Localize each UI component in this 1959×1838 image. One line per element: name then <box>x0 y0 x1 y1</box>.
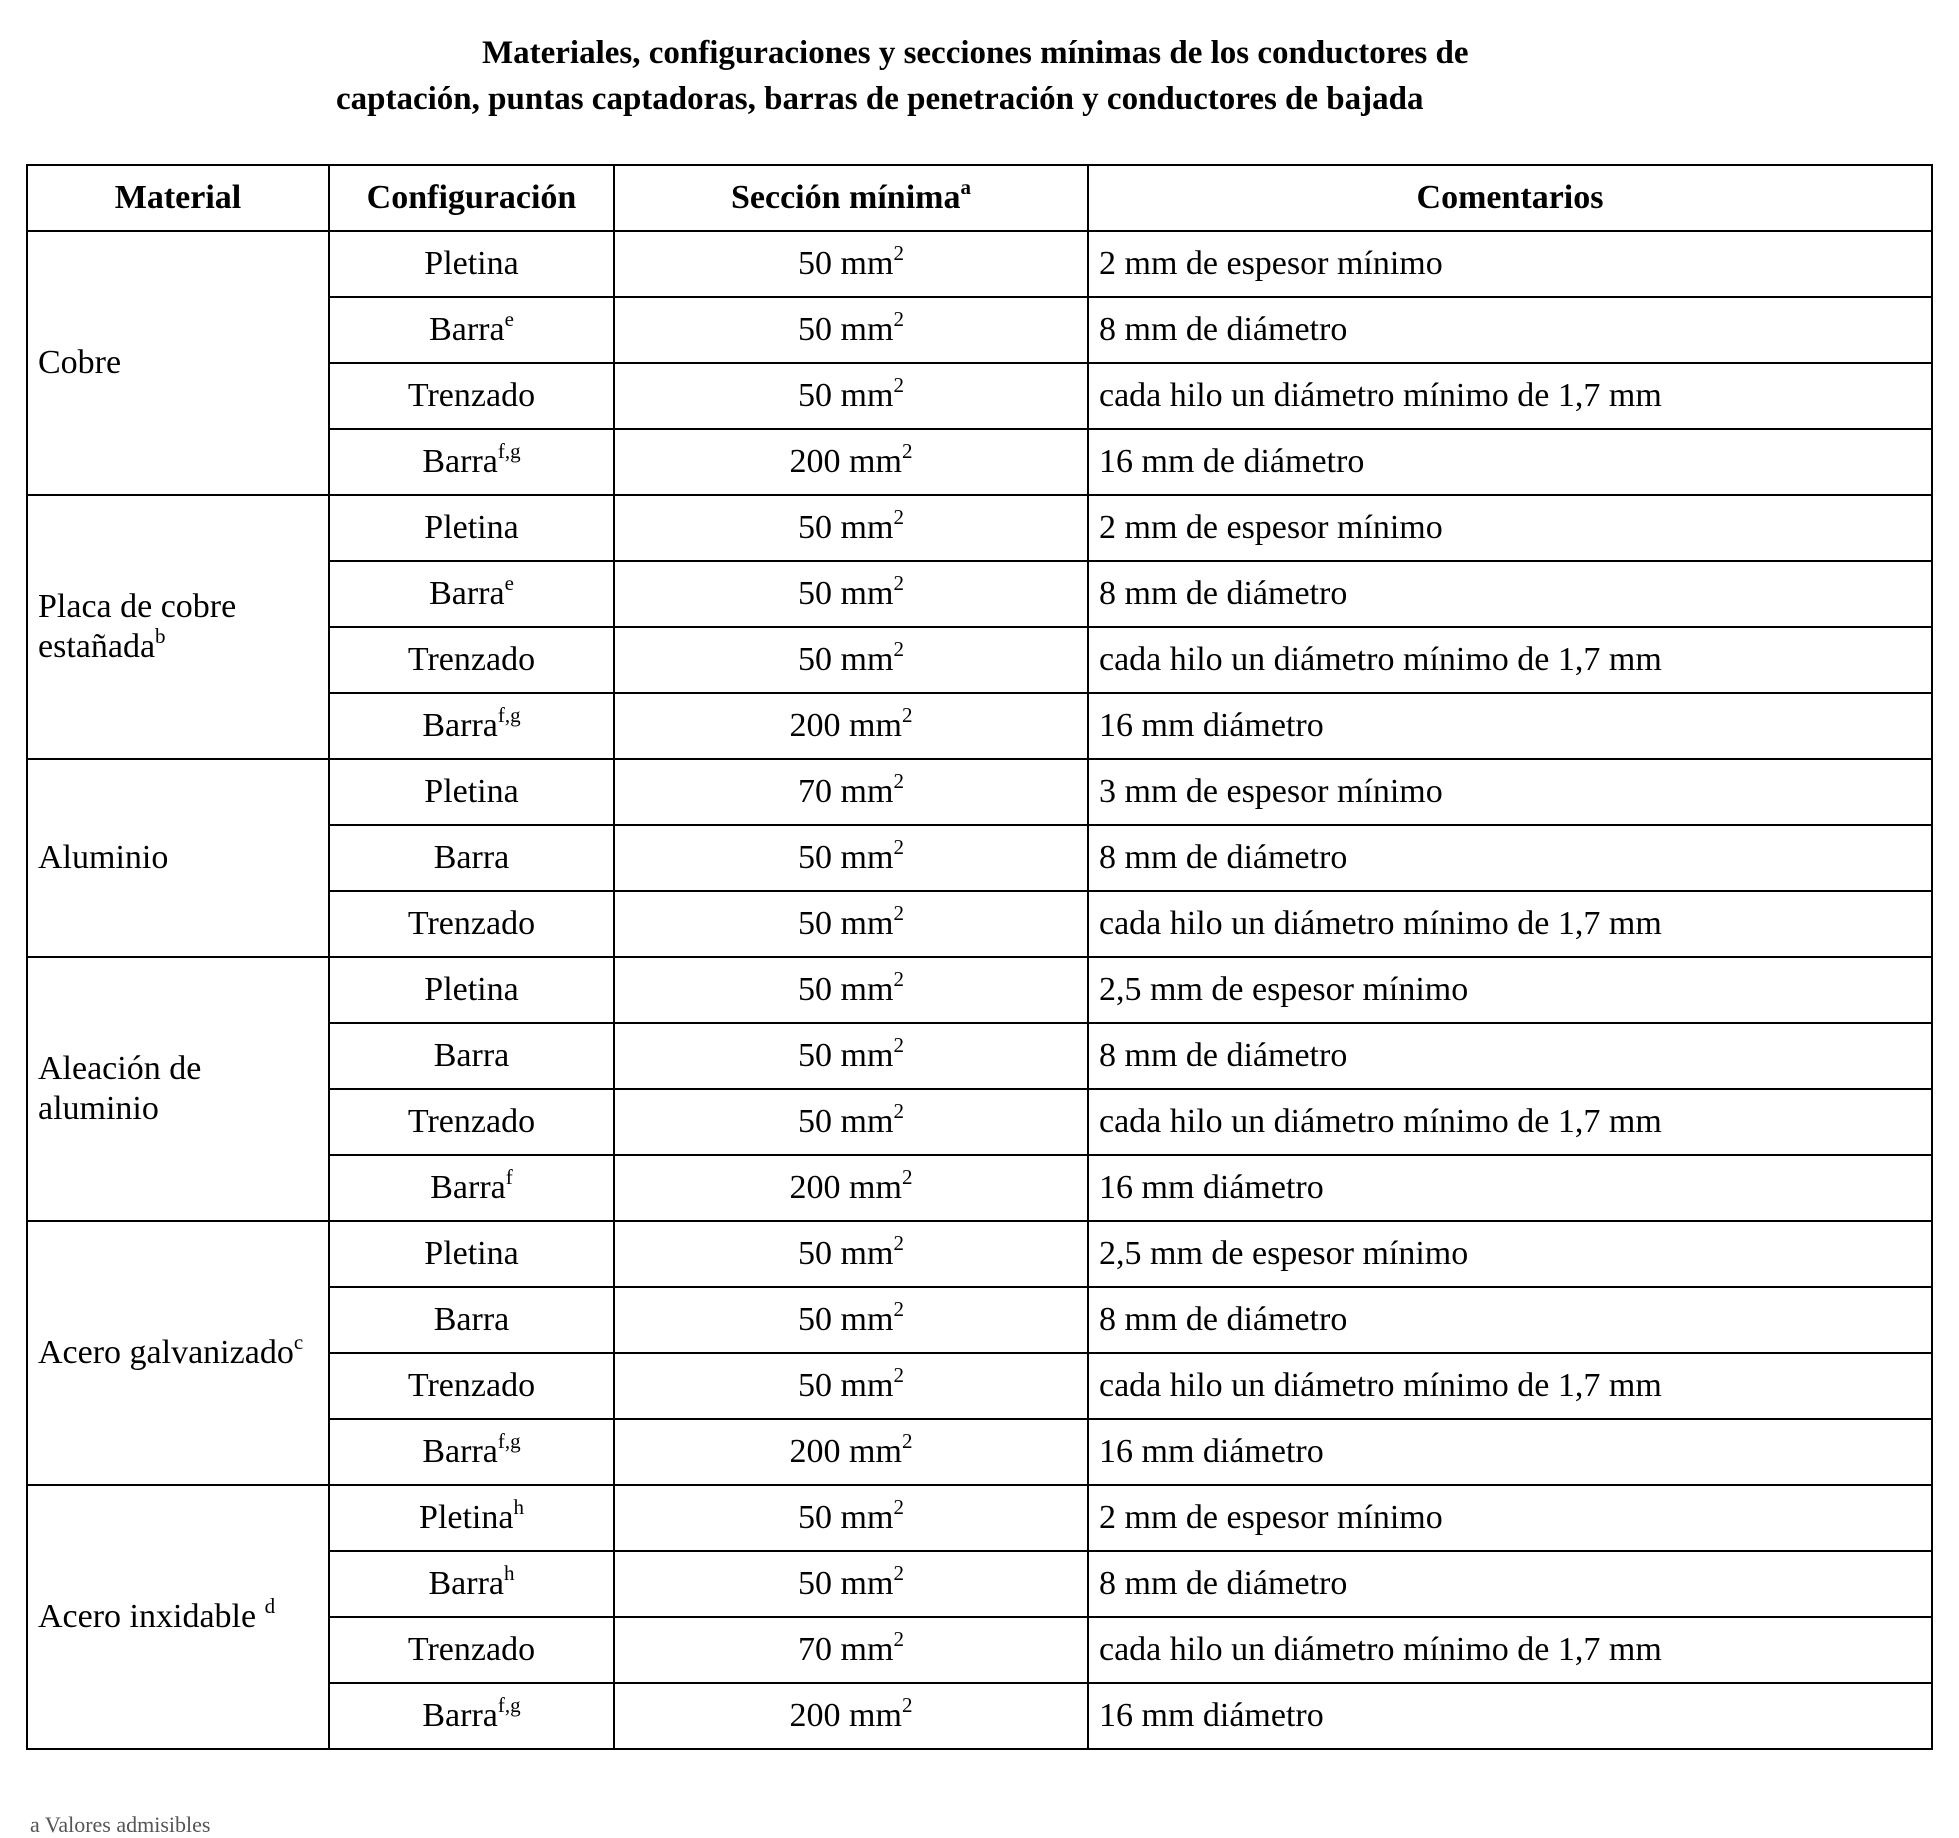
section-value: 50 <box>798 1565 833 1602</box>
config-name: Barra <box>422 1433 498 1470</box>
config-footnote: f,g <box>497 1429 521 1453</box>
config-cell <box>329 1089 614 1155</box>
config-name: Barra <box>422 1697 498 1734</box>
section-cell <box>614 1617 1088 1683</box>
config-footnote: f,g <box>497 703 521 727</box>
comment-cell: 8 mm de diámetro <box>1088 561 1932 627</box>
section-unit: mm <box>840 1301 894 1338</box>
table-row <box>27 1485 1932 1551</box>
section-cell <box>614 627 1088 693</box>
section-cell <box>614 1023 1088 1089</box>
section-unit-exponent: 2 <box>893 1033 904 1057</box>
section-cell <box>614 495 1088 561</box>
header-seccion <box>614 165 1088 231</box>
config-cell <box>329 1683 614 1749</box>
config-name: Barra <box>429 311 505 348</box>
comment-cell: 8 mm de diámetro <box>1088 1551 1932 1617</box>
table-row <box>27 231 1932 297</box>
section-value: 50 <box>798 971 833 1008</box>
config-footnote: h <box>504 1561 515 1585</box>
table-row <box>27 1221 1932 1287</box>
header-seccion-label: Sección mínima <box>731 179 961 216</box>
table-row <box>27 495 1932 561</box>
comment-cell: cada hilo un diámetro mínimo de 1,7 mm <box>1088 1353 1932 1419</box>
config-name: Trenzado <box>407 1103 536 1140</box>
section-unit: mm <box>840 1367 894 1404</box>
section-cell <box>614 561 1088 627</box>
section-value: 50 <box>798 1235 833 1272</box>
section-unit: mm <box>849 1697 902 1734</box>
config-name: Barra <box>422 443 498 480</box>
material-footnote: c <box>293 1330 304 1354</box>
comment-cell: 2 mm de espesor mínimo <box>1088 495 1932 561</box>
config-cell <box>329 891 614 957</box>
comment-cell: cada hilo un diámetro mínimo de 1,7 mm <box>1088 627 1932 693</box>
config-name: Trenzado <box>407 905 536 942</box>
section-unit-exponent: 2 <box>901 703 913 727</box>
section-unit-exponent: 2 <box>901 1693 913 1717</box>
section-unit: mm <box>840 1235 894 1272</box>
header-seccion-footnote: a <box>960 175 971 199</box>
section-value: 50 <box>798 1037 833 1074</box>
material-name: Cobre <box>38 344 122 381</box>
section-value: 50 <box>798 575 833 612</box>
material-cell <box>27 1485 329 1749</box>
section-value: 50 <box>798 509 833 546</box>
config-cell <box>329 1023 614 1089</box>
section-unit: mm <box>840 1631 894 1668</box>
config-cell <box>329 1155 614 1221</box>
comment-cell: 8 mm de diámetro <box>1088 297 1932 363</box>
comment-cell: 8 mm de diámetro <box>1088 1023 1932 1089</box>
config-cell <box>329 1551 614 1617</box>
config-cell <box>329 825 614 891</box>
config-footnote: e <box>504 307 514 331</box>
header-comentarios: Comentarios <box>1088 165 1932 231</box>
config-name: Trenzado <box>407 377 536 414</box>
section-cell <box>614 297 1088 363</box>
material-name: Aleación de aluminio <box>38 1050 202 1127</box>
config-name: Barra <box>433 1301 510 1338</box>
comment-cell: 16 mm diámetro <box>1088 693 1932 759</box>
comment-cell: cada hilo un diámetro mínimo de 1,7 mm <box>1088 1089 1932 1155</box>
section-unit: mm <box>840 575 894 612</box>
config-name: Barra <box>428 1565 504 1602</box>
section-value: 50 <box>798 1103 833 1140</box>
config-footnote: f,g <box>497 1693 521 1717</box>
comment-cell: 2,5 mm de espesor mínimo <box>1088 1221 1932 1287</box>
table-body <box>27 231 1932 1749</box>
section-unit-exponent: 2 <box>893 1099 904 1123</box>
section-unit-exponent: 2 <box>893 835 904 859</box>
section-unit-exponent: 2 <box>893 769 904 793</box>
section-unit-exponent: 2 <box>893 1627 904 1651</box>
section-cell <box>614 1089 1088 1155</box>
section-value: 70 <box>798 773 833 810</box>
material-name: Acero galvanizado <box>38 1334 294 1371</box>
section-unit-exponent: 2 <box>893 901 904 925</box>
section-unit-exponent: 2 <box>893 1363 904 1387</box>
section-cell <box>614 693 1088 759</box>
config-name: Pletina <box>424 1235 519 1272</box>
section-unit: mm <box>840 641 894 678</box>
section-cell <box>614 1221 1088 1287</box>
section-unit-exponent: 2 <box>901 1429 913 1453</box>
section-unit: mm <box>840 971 894 1008</box>
config-name: Trenzado <box>407 1631 536 1668</box>
conductors-table <box>26 164 1933 1750</box>
section-cell <box>614 1419 1088 1485</box>
section-value: 50 <box>798 1367 833 1404</box>
section-unit-exponent: 2 <box>893 1297 904 1321</box>
config-name: Barra <box>422 707 498 744</box>
config-name: Barra <box>433 1037 510 1074</box>
config-name: Pletina <box>424 773 519 810</box>
config-cell <box>329 1221 614 1287</box>
config-cell <box>329 1287 614 1353</box>
section-unit-exponent: 2 <box>893 1561 904 1585</box>
config-cell <box>329 957 614 1023</box>
config-name: Trenzado <box>407 641 536 678</box>
section-unit: mm <box>840 377 894 414</box>
section-unit-exponent: 2 <box>893 637 904 661</box>
config-cell <box>329 231 614 297</box>
section-value: 200 <box>789 707 841 744</box>
config-footnote: h <box>513 1495 524 1519</box>
comment-cell: 2,5 mm de espesor mínimo <box>1088 957 1932 1023</box>
title-line-1: Materiales, configuraciones y secciones mínimas de los conductores de <box>482 35 1469 71</box>
section-value: 200 <box>789 1433 841 1470</box>
config-name: Barra <box>433 839 510 876</box>
section-unit: mm <box>849 443 902 480</box>
table-row <box>27 759 1932 825</box>
section-unit: mm <box>840 773 894 810</box>
material-name: Aluminio <box>38 839 169 876</box>
section-unit-exponent: 2 <box>893 1231 904 1255</box>
material-cell <box>27 1221 329 1485</box>
config-footnote: f,g <box>497 439 521 463</box>
section-unit: mm <box>840 1565 894 1602</box>
section-unit: mm <box>849 707 902 744</box>
section-cell <box>614 429 1088 495</box>
config-cell <box>329 297 614 363</box>
config-name: Pletina <box>424 245 519 282</box>
section-cell <box>614 1353 1088 1419</box>
comment-cell: cada hilo un diámetro mínimo de 1,7 mm <box>1088 1617 1932 1683</box>
section-value: 70 <box>798 1631 833 1668</box>
config-cell <box>329 429 614 495</box>
material-cell <box>27 495 329 759</box>
header-material: Material <box>27 165 329 231</box>
section-unit: mm <box>840 1499 894 1536</box>
section-value: 50 <box>798 641 833 678</box>
material-name: Acero inxidable <box>38 1598 265 1635</box>
material-name: Placa de cobre estañada <box>38 588 237 665</box>
config-cell <box>329 693 614 759</box>
section-value: 50 <box>798 245 833 282</box>
config-cell <box>329 1617 614 1683</box>
config-cell <box>329 495 614 561</box>
config-footnote: f <box>505 1165 513 1189</box>
config-name: Barra <box>430 1169 506 1206</box>
comment-cell: cada hilo un diámetro mínimo de 1,7 mm <box>1088 363 1932 429</box>
section-cell <box>614 1155 1088 1221</box>
config-cell <box>329 561 614 627</box>
config-cell <box>329 363 614 429</box>
config-name: Pletina <box>424 509 519 546</box>
section-unit: mm <box>849 1169 902 1206</box>
config-name: Barra <box>429 575 505 612</box>
config-cell <box>329 1419 614 1485</box>
section-cell <box>614 1485 1088 1551</box>
section-unit-exponent: 2 <box>901 1165 913 1189</box>
comment-cell: 16 mm diámetro <box>1088 1155 1932 1221</box>
section-value: 50 <box>798 1499 833 1536</box>
config-name: Trenzado <box>407 1367 536 1404</box>
section-cell <box>614 363 1088 429</box>
section-cell <box>614 1287 1088 1353</box>
section-unit-exponent: 2 <box>893 967 904 991</box>
section-unit-exponent: 2 <box>901 439 913 463</box>
header-configuracion: Configuración <box>329 165 614 231</box>
material-cell <box>27 231 329 495</box>
comment-cell: 2 mm de espesor mínimo <box>1088 231 1932 297</box>
material-cell <box>27 957 329 1221</box>
section-unit-exponent: 2 <box>893 1495 904 1519</box>
table-row <box>27 957 1932 1023</box>
section-unit-exponent: 2 <box>893 241 904 265</box>
section-value: 50 <box>798 839 833 876</box>
config-name: Pletina <box>424 971 519 1008</box>
section-unit: mm <box>840 509 894 546</box>
section-cell <box>614 825 1088 891</box>
footnote: a Valores admisibles <box>30 1812 211 1837</box>
section-value: 50 <box>798 1301 833 1338</box>
section-unit: mm <box>849 1433 902 1470</box>
comment-cell: 8 mm de diámetro <box>1088 1287 1932 1353</box>
section-value: 200 <box>789 1169 841 1206</box>
section-value: 200 <box>789 443 841 480</box>
section-value: 200 <box>789 1697 841 1734</box>
section-unit-exponent: 2 <box>893 307 904 331</box>
section-unit-exponent: 2 <box>893 505 904 529</box>
section-unit: mm <box>840 905 894 942</box>
section-unit-exponent: 2 <box>893 571 904 595</box>
config-name: Pletina <box>419 1499 514 1536</box>
section-value: 50 <box>798 311 833 348</box>
comment-cell: 16 mm diámetro <box>1088 1419 1932 1485</box>
section-value: 50 <box>798 905 833 942</box>
material-footnote: d <box>264 1594 276 1618</box>
config-cell <box>329 1353 614 1419</box>
section-unit: mm <box>840 1103 894 1140</box>
section-unit: mm <box>840 311 894 348</box>
config-cell <box>329 759 614 825</box>
comment-cell: 16 mm diámetro <box>1088 1683 1932 1749</box>
comment-cell: 2 mm de espesor mínimo <box>1088 1485 1932 1551</box>
section-cell <box>614 231 1088 297</box>
section-cell <box>614 1551 1088 1617</box>
comment-cell: 3 mm de espesor mínimo <box>1088 759 1932 825</box>
material-footnote: b <box>155 624 166 648</box>
material-cell <box>27 759 329 957</box>
comment-cell: 16 mm de diámetro <box>1088 429 1932 495</box>
comment-cell: cada hilo un diámetro mínimo de 1,7 mm <box>1088 891 1932 957</box>
config-cell <box>329 1485 614 1551</box>
config-cell <box>329 627 614 693</box>
section-unit-exponent: 2 <box>893 373 904 397</box>
table-header-row <box>27 165 1932 231</box>
section-value: 50 <box>798 377 833 414</box>
section-cell <box>614 891 1088 957</box>
section-cell <box>614 957 1088 1023</box>
section-unit: mm <box>840 839 894 876</box>
section-unit: mm <box>840 245 894 282</box>
config-footnote: e <box>504 571 514 595</box>
comment-cell: 8 mm de diámetro <box>1088 825 1932 891</box>
document-title <box>0 30 1959 122</box>
title-line-2: captación, puntas captadoras, barras de penetración y conductores de bajada <box>336 81 1424 117</box>
section-cell <box>614 1683 1088 1749</box>
section-cell <box>614 759 1088 825</box>
section-unit: mm <box>840 1037 894 1074</box>
